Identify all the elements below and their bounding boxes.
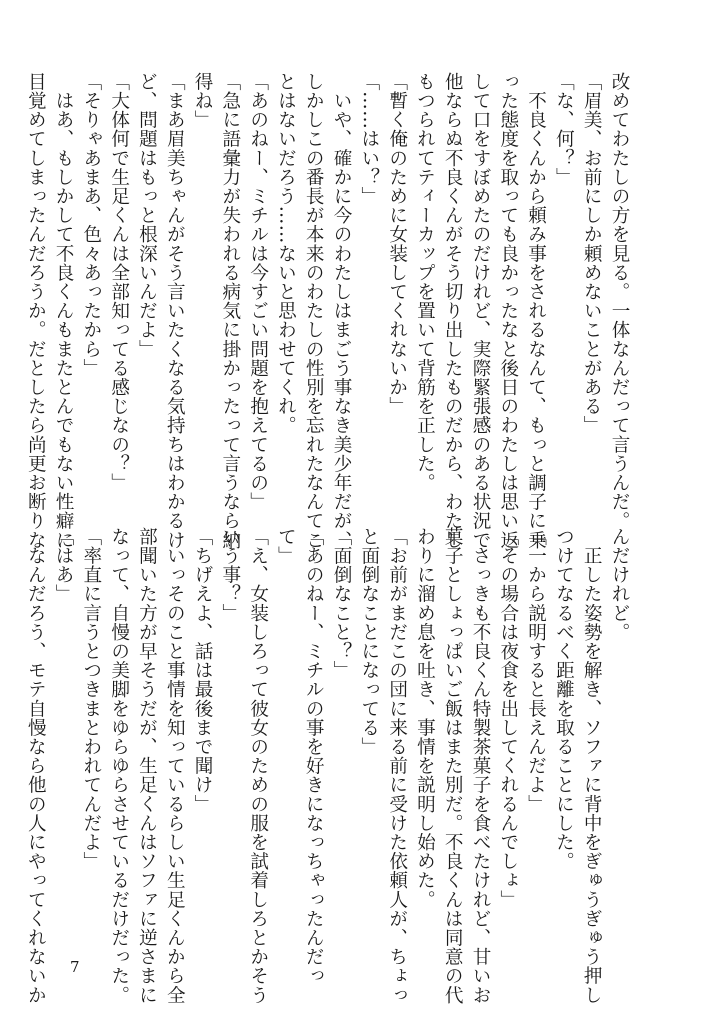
text-line: しかしこの番長が本来のわたしの性別を忘れたなんてこ [303, 72, 325, 550]
text-line: 「急に語彙力が失われる病気に掛かったって言うなら納 [219, 72, 241, 550]
page-number: 7 [70, 958, 80, 976]
text-line: 「な、何？」 [553, 72, 575, 187]
text-line: 「眉美、お前にしか頼めないことがある」 [581, 72, 603, 435]
text-line: 「まあ眉美ちゃんがそう言いたくなる気持ちはわかるけ [164, 72, 186, 550]
text-line: んだけれど。 [609, 527, 630, 642]
text-line: 得ね」 [192, 72, 214, 130]
upper-text-block [25, 72, 633, 550]
text-line: 部聞いた方が早そうだが、生足くんはソファに逆さまに [136, 527, 158, 1005]
text-line: なって、自慢の美脚をゆらゆらさせているだけだった。 [108, 527, 130, 1005]
text-line: 菓子としょっぱいご飯はまた別だ。不良くんは同意の代 [442, 527, 464, 1005]
text-line: 「暫く俺のために女装してくれないか」 [386, 72, 408, 416]
text-line: 正した姿勢を解き、ソファに背中をぎゅうぎゅう押し [581, 527, 603, 1005]
text-line: った態度を取っても良かったなと後日のわたしは思い返 [497, 72, 519, 550]
text-line: さっきも不良くん特製茶菓子を食べたけれど、甘いお [470, 527, 492, 1005]
text-line: ど、問題はもっと根深いんだよ」 [136, 72, 158, 359]
text-line: 「お前がまだこの団に来る前に受けた依頼人が、ちょっ [386, 527, 408, 1005]
text-line: して口をすぼめたのだけれど、実際緊張感のある状況で [470, 72, 492, 550]
text-line: 「あのねー、ミチルは今すごい問題を抱えてるの」 [247, 72, 269, 512]
text-line: 「……はい？」 [358, 72, 380, 206]
text-line: 「率直に言うとつきまとわれてんだよ」 [80, 527, 102, 871]
text-line: つけてなるべく距離を取ることにした。 [553, 527, 575, 871]
text-line: て」 [275, 527, 297, 566]
text-line: 「え、女装しろって彼女のための服を試着しろとかそう [247, 527, 269, 1005]
text-line: 「はあ」 [53, 527, 75, 604]
text-line: 「大体何で生足くんは全部知ってる感じなの？」 [108, 72, 130, 493]
text-line: と面倒なことになってる」 [358, 527, 380, 757]
text-line: なんだろう、モテ自慢なら他の人にやってくれないか [25, 527, 47, 1005]
text-line: はあ、もしかして不良くんもまたとんでもない性癖に [53, 72, 75, 550]
text-line: とはないだろう……ないと思わせてくれ。 [275, 72, 297, 435]
text-line: いや、確かに今のわたしはまごう事なき美少年だが、 [331, 72, 353, 550]
text-line: 「ちげえよ、話は最後まで聞け」 [192, 527, 214, 814]
text-line: 不良くんから頼み事をされるなんて、もっと調子に乗 [525, 72, 547, 550]
text-line: 「そりゃあまあ、色々あったから」 [80, 72, 102, 378]
text-line: 「一から説明すると長えんだよ」 [525, 527, 547, 814]
text-line: 改めてわたしの方を見る。一体なんだって言うんだ。 [609, 72, 630, 531]
text-line: 他ならぬ不良くんがそう切り出したものだから、わたし [442, 72, 464, 550]
text-line: 「面倒なこと？」 [331, 527, 353, 680]
text-line: わりに溜め息を吐き、事情を説明し始めた。 [414, 527, 436, 909]
lower-text-block [25, 527, 633, 1005]
text-line: 目覚めてしまったんだろうか。だとしたら尚更お断りな [25, 72, 47, 550]
text-line: いう事？」 [219, 527, 241, 623]
text-line: 「その場合は夜食を出してくれるんでしょ」 [497, 527, 519, 909]
text-line: もつられてティーカップを置いて背筋を正した。 [414, 72, 436, 493]
text-line: いっそのこと事情を知っているらしい生足くんから全 [164, 527, 186, 1005]
text-line: 「あのねー、ミチルの事を好きになっちゃったんだっ [303, 527, 325, 986]
